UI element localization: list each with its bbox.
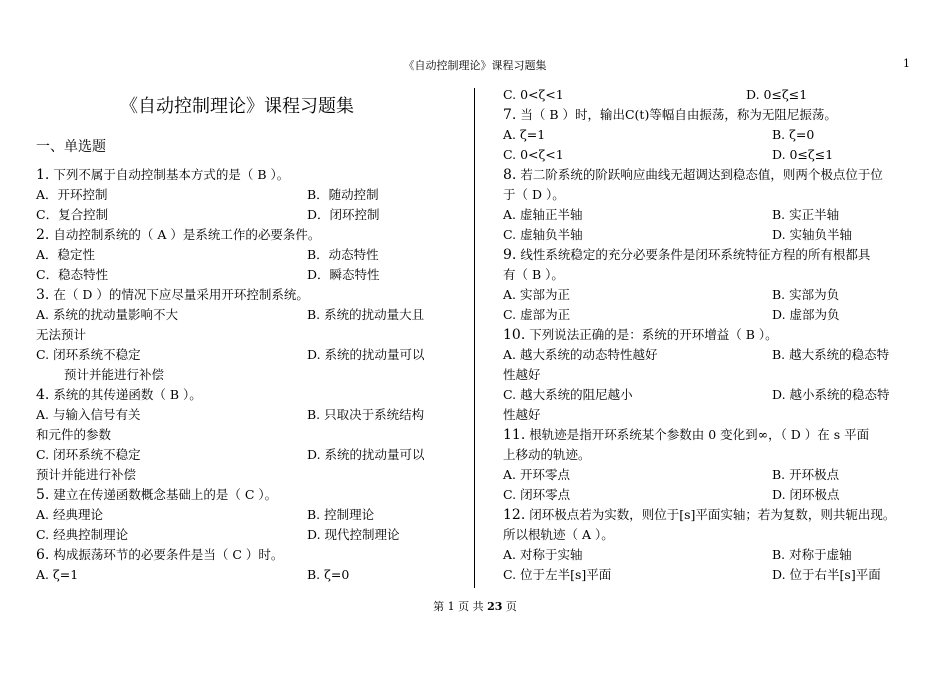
question-3: 3. 在（ D ）的情况下应尽量采用开环控制系统。 [36, 287, 309, 303]
option-b: B. 系统的扰动量大且 [307, 307, 425, 322]
option-continuation: 无法预计 [36, 327, 87, 342]
option-a: A．稳定性 [36, 247, 96, 262]
option-c: C. 越大系统的阻尼越小 [503, 387, 633, 402]
option-a: A. 经典理论 [36, 507, 103, 522]
option-d: D. 实轴负半轴 [772, 227, 853, 242]
option-c: C. 0<ζ<1 [503, 147, 564, 162]
section-title: 一、单选题 [36, 139, 106, 155]
option-c: C. 0<ζ<1 [503, 87, 564, 102]
option-continuation: 预计并能进行补偿 [64, 367, 165, 382]
running-header: 《自动控制理论》课程习题集 [403, 59, 547, 72]
option-c: C．稳态特性 [36, 267, 109, 282]
option-c: C. 闭环系统不稳定 [36, 347, 141, 362]
option-c: C. 虚轴负半轴 [503, 227, 583, 242]
option-c: C. 虚部为正 [503, 307, 571, 322]
option-d: D. 闭环极点 [772, 487, 840, 502]
option-d: D．闭环控制 [307, 207, 380, 222]
option-b: B．随动控制 [307, 187, 379, 202]
column-divider [474, 88, 475, 588]
option-d: D. 系统的扰动量可以 [307, 447, 425, 462]
option-continuation: 和元件的参数 [36, 427, 112, 442]
option-a: A. 越大系统的动态特性越好 [503, 347, 658, 362]
question-10: 10. 下列说法正确的是：系统的开环增益（ B ）。 [503, 327, 778, 343]
question-continuation: 有（ B ）。 [503, 267, 564, 282]
option-c: C. 闭环系统不稳定 [36, 447, 141, 462]
option-continuation: 性越好 [503, 367, 541, 382]
page-footer: 第 1 页 共 23 页 [433, 600, 517, 613]
question-2: 2. 自动控制系统的（ A ）是系统工作的必要条件。 [36, 227, 321, 243]
header-page-number: 1 [903, 57, 910, 70]
option-continuation: 预计并能进行补偿 [36, 467, 137, 482]
option-b: B. ζ=0 [772, 127, 815, 142]
option-d: D. 系统的扰动量可以 [307, 347, 425, 362]
option-b: B．动态特性 [307, 247, 379, 262]
question-8: 8. 若二阶系统的阶跃响应曲线无超调达到稳态值，则两个极点位于位 [503, 167, 883, 183]
question-7: 7. 当（ B ）时，输出C(t)等幅自由振荡，称为无阻尼振荡。 [503, 107, 837, 123]
option-a: A. 开环零点 [503, 467, 570, 482]
option-a: A. 与输入信号有关 [36, 407, 141, 422]
option-d: D．瞬态特性 [307, 267, 380, 282]
option-d: D. 位于右半[s]平面 [772, 567, 881, 582]
question-continuation: 于（ D ）。 [503, 187, 565, 202]
option-a: A．开环控制 [36, 187, 108, 202]
question-6: 6. 构成振荡环节的必要条件是当（ C ）时。 [36, 547, 284, 563]
question-4: 4. 系统的其传递函数（ B ）。 [36, 387, 202, 403]
option-a: A. 系统的扰动量影响不大 [36, 307, 178, 322]
option-c: C. 经典控制理论 [36, 527, 129, 542]
option-c: C．复合控制 [36, 207, 109, 222]
option-b: B. ζ=0 [307, 567, 350, 582]
option-c: C. 闭环零点 [503, 487, 571, 502]
option-d: D. 虚部为负 [772, 307, 840, 322]
option-b: B. 越大系统的稳态特 [772, 347, 890, 362]
question-continuation: 上移动的轨迹。 [503, 447, 591, 462]
option-a: A. 虚轴正半轴 [503, 207, 583, 222]
option-d: D. 越小系统的稳态特 [772, 387, 890, 402]
option-b: B. 控制理论 [307, 507, 375, 522]
option-b: B. 只取决于系统结构 [307, 407, 425, 422]
option-b: B. 实正半轴 [772, 207, 840, 222]
option-b: B. 对称于虚轴 [772, 547, 852, 562]
option-a: A. ζ=1 [503, 127, 546, 142]
option-a: A. 对称于实轴 [503, 547, 583, 562]
option-c: C. 位于左半[s]平面 [503, 567, 612, 582]
question-11: 11. 根轨迹是指开环系统某个参数由 0 变化到∞，（ D ）在 s 平面 [503, 427, 870, 443]
option-d: D. 0≤ζ≤1 [746, 87, 808, 102]
question-9: 9. 线性系统稳定的充分必要条件是闭环系统特征方程的所有根都具 [503, 247, 871, 263]
question-12: 12. 闭环极点若为实数，则位于[s]平面实轴；若为复数，则共轭出现。 [503, 507, 896, 523]
question-5: 5. 建立在传递函数概念基础上的是（ C ）。 [36, 487, 278, 503]
option-d: D. 0≤ζ≤1 [772, 147, 834, 162]
option-b: B. 实部为负 [772, 287, 840, 302]
question-1: 1. 下列不属于自动控制基本方式的是（ B ）。 [36, 167, 290, 183]
question-continuation: 所以根轨迹（ A ）。 [503, 527, 614, 542]
option-b: B. 开环极点 [772, 467, 840, 482]
option-continuation: 性越好 [503, 407, 541, 422]
document-title: 《自动控制理论》课程习题集 [120, 96, 354, 117]
option-d: D. 现代控制理论 [307, 527, 400, 542]
option-a: A. 实部为正 [503, 287, 570, 302]
option-a: A. ζ=1 [36, 567, 79, 582]
